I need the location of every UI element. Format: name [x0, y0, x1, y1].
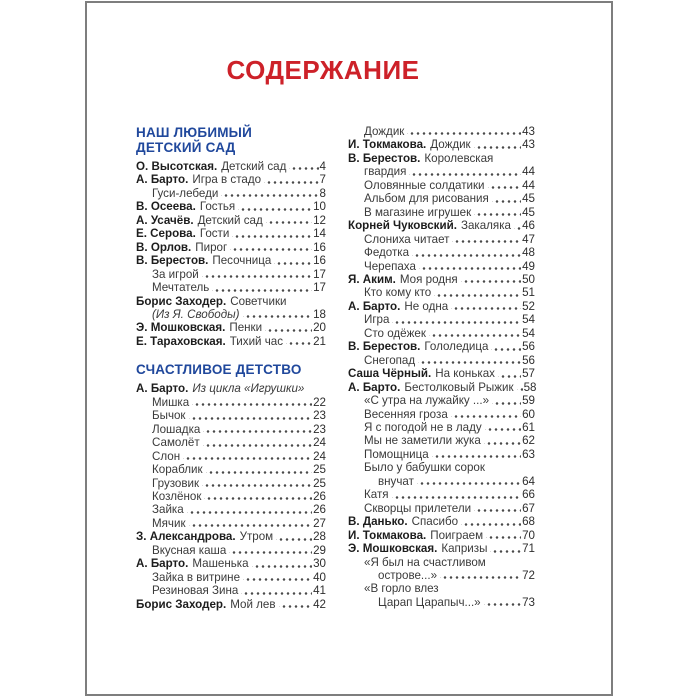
entry-author: З. Александрова.	[136, 530, 236, 544]
entry-title: Мечтатель	[152, 281, 210, 295]
dot-leader	[434, 286, 521, 299]
toc-entry	[348, 394, 535, 407]
entry-title: Снегопад	[364, 353, 416, 367]
dot-leader	[183, 450, 312, 463]
entry-page-number: 24	[313, 436, 326, 450]
dot-leader	[392, 488, 522, 501]
section-header-line: ДЕТСКИЙ САД	[136, 140, 236, 155]
entry-author: В. Осеева.	[136, 200, 196, 214]
entry-page-number: 4	[319, 160, 326, 173]
entry-author: А. Усачёв.	[136, 213, 194, 227]
entry-page-number: 27	[313, 516, 326, 530]
toc-entry	[136, 436, 326, 449]
entry-title: Козлёнок	[152, 489, 202, 503]
entry-title: Утром	[239, 530, 274, 544]
toc-entry	[348, 596, 535, 609]
toc-entry	[136, 598, 326, 611]
dot-leader	[461, 273, 521, 286]
entry-title: Дождик	[364, 125, 405, 138]
entry-page-number: 30	[313, 557, 326, 571]
dot-leader	[419, 260, 521, 273]
entry-page-number: 71	[522, 542, 535, 556]
dot-leader	[279, 598, 313, 611]
book-toc-page	[85, 1, 613, 696]
toc-entry	[136, 254, 326, 267]
entry-page-number: 56	[522, 353, 535, 367]
entry-author: А. Барто.	[136, 173, 189, 187]
entry-title: Зайка	[152, 503, 184, 517]
entry-title: Гололедица	[424, 340, 489, 354]
entry-page-number: 28	[313, 530, 326, 544]
entry-page-number: 66	[522, 488, 535, 502]
entry-page-number: 57	[522, 367, 535, 381]
toc-entry	[136, 227, 326, 240]
dot-leader	[206, 463, 313, 476]
entry-title: Игра	[364, 313, 390, 327]
entry-page-number: 12	[313, 213, 326, 227]
entry-title: Капризы	[441, 542, 488, 556]
toc-entry	[348, 246, 535, 259]
toc-entry	[136, 463, 326, 476]
dot-leader	[189, 517, 313, 530]
toc-entry	[136, 214, 326, 227]
entry-title: Резиновая Зина	[152, 584, 239, 598]
toc-columns	[136, 125, 611, 611]
dot-leader	[492, 394, 521, 407]
dot-leader	[274, 254, 312, 267]
entry-title: Грузовик	[152, 476, 200, 490]
entry-author: А. Барто.	[348, 299, 401, 313]
dot-leader	[243, 308, 313, 321]
dot-leader	[203, 423, 312, 436]
entry-author: Борис Заходер.	[136, 597, 227, 611]
dot-leader	[266, 214, 312, 227]
entry-author: Е. Тараховская.	[136, 334, 226, 348]
entry-page-number: 48	[522, 246, 535, 260]
toc-column-left	[136, 125, 326, 611]
entry-author: А. Барто.	[136, 382, 189, 396]
toc-section	[136, 125, 326, 348]
dot-leader	[286, 335, 312, 348]
toc-entry	[348, 367, 535, 380]
entry-page-number: 63	[522, 447, 535, 461]
entry-page-number: 16	[313, 254, 326, 268]
toc-entry	[348, 381, 535, 394]
toc-entry	[348, 125, 535, 138]
section-header-line: СЧАСТЛИВОЕ ДЕТСТВО	[136, 362, 302, 378]
toc-entry	[348, 556, 535, 569]
dot-leader	[451, 300, 521, 313]
toc-entry	[348, 488, 535, 501]
entry-title: Сто одёжек	[364, 326, 426, 340]
toc-entry	[136, 409, 326, 422]
entry-title: Машенька	[192, 557, 249, 571]
dot-leader	[417, 475, 521, 488]
entry-page-number: 8	[319, 186, 326, 200]
entry-title: Федотка	[364, 246, 410, 260]
toc-section	[136, 362, 326, 611]
dot-leader	[485, 421, 521, 434]
entry-title: Не одна	[404, 299, 449, 313]
entry-page-number: 29	[313, 543, 326, 557]
dot-leader	[252, 557, 313, 570]
toc-entry	[136, 295, 326, 308]
dot-leader	[265, 321, 312, 334]
entry-title: «С утра на лужайку ...»	[364, 394, 490, 408]
entry-title: Весенняя гроза	[364, 407, 448, 421]
toc-entry	[348, 286, 535, 299]
entry-page-number: 72	[522, 568, 535, 582]
dot-leader	[204, 490, 312, 503]
dot-leader	[432, 448, 521, 461]
toc-entry	[348, 434, 535, 447]
toc-section	[348, 125, 535, 609]
entry-page-number: 22	[313, 395, 326, 409]
entry-page-number: 59	[522, 394, 535, 408]
dot-leader	[212, 281, 312, 294]
entry-author: В. Орлов.	[136, 240, 192, 254]
toc-entry	[136, 544, 326, 557]
entry-title: Игра в стадо	[192, 173, 262, 187]
toc-entry	[348, 515, 535, 528]
entry-title: Помощница	[364, 447, 429, 461]
entry-page-number: 23	[313, 409, 326, 423]
section-header-line: НАШ ЛЮБИМЫЙ	[136, 125, 252, 140]
entry-title: Мишка	[152, 395, 190, 409]
entry-page-number: 25	[313, 463, 326, 477]
entry-author: Саша Чёрный.	[348, 367, 432, 381]
entry-title: Поиграем	[430, 528, 484, 542]
entry-page-number: 20	[313, 321, 326, 335]
entry-author: Э. Мошковская.	[136, 321, 226, 335]
entry-title: За игрой	[152, 267, 199, 281]
toc-entry	[348, 233, 535, 246]
entry-title: гвардия	[364, 165, 407, 179]
entry-title: Катя	[364, 488, 389, 502]
toc-entry	[136, 268, 326, 281]
entry-page-number: 44	[522, 178, 535, 192]
entry-title: Альбом для рисования	[364, 192, 489, 206]
entry-title: Мой лев	[230, 597, 276, 611]
dot-leader	[474, 206, 521, 219]
entry-title: внучат	[378, 474, 414, 488]
dot-leader	[243, 571, 312, 584]
toc-entry	[348, 502, 535, 515]
toc-column-right	[348, 125, 535, 609]
entry-author: Корней Чуковский.	[348, 219, 457, 233]
toc-entry	[136, 530, 326, 543]
dot-leader	[429, 327, 521, 340]
entry-title: Самолёт	[152, 436, 200, 450]
entry-title: Мячик	[152, 516, 186, 530]
dot-leader	[203, 436, 312, 449]
dot-leader	[229, 544, 312, 557]
entry-page-number: 54	[522, 313, 535, 327]
entry-page-number: 43	[522, 138, 535, 152]
toc-entry	[348, 313, 535, 326]
entry-author: Э. Мошковская.	[348, 542, 438, 556]
toc-entry	[136, 187, 326, 200]
dot-leader	[474, 138, 521, 151]
toc-entry	[348, 340, 535, 353]
entry-author: О. Высотская.	[136, 160, 218, 173]
dot-leader	[461, 515, 521, 528]
entry-page-number: 25	[313, 476, 326, 490]
dot-leader	[484, 434, 521, 447]
entry-title: Кто кому кто	[364, 286, 432, 300]
toc-entry	[136, 321, 326, 334]
dot-leader	[407, 125, 521, 138]
entry-title: Бестолковый Рыжик	[404, 380, 514, 394]
entry-title: Слон	[152, 449, 181, 463]
dot-leader	[409, 165, 521, 178]
dot-leader	[452, 233, 521, 246]
dot-leader	[230, 241, 312, 254]
toc-entry	[136, 571, 326, 584]
toc-entry	[348, 192, 535, 205]
toc-entry	[348, 300, 535, 313]
entry-title: Мы не заметили жука	[364, 434, 481, 448]
dot-leader	[187, 503, 312, 516]
toc-entry	[348, 408, 535, 421]
entry-page-number: 43	[522, 125, 535, 138]
toc-entry	[136, 200, 326, 213]
toc-entry	[348, 273, 535, 286]
toc-entry	[136, 382, 326, 395]
entry-page-number: 56	[522, 340, 535, 354]
entry-author: Е. Серова.	[136, 227, 196, 241]
entry-author: Борис Заходер.	[136, 294, 227, 308]
toc-entry	[348, 448, 535, 461]
entry-title: Королевская	[424, 151, 494, 165]
entry-page-number: 45	[522, 205, 535, 219]
dot-leader	[498, 367, 521, 380]
entry-page-number: 44	[522, 165, 535, 179]
entry-title: Лошадка	[152, 422, 201, 436]
entry-page-number: 26	[313, 503, 326, 517]
entry-title: Кораблик	[152, 463, 203, 477]
entry-title: «Я был на счастливом	[364, 555, 486, 569]
toc-entry	[136, 173, 326, 186]
entry-author: Я. Аким.	[348, 272, 396, 286]
entry-page-number: 40	[313, 570, 326, 584]
dot-leader	[221, 187, 318, 200]
dot-leader	[202, 477, 312, 490]
entry-page-number: 58	[523, 380, 537, 394]
entry-page-number: 50	[522, 272, 535, 286]
entry-page-number: 42	[313, 597, 326, 611]
entry-author: И. Токмакова.	[348, 138, 427, 152]
dot-leader	[289, 160, 318, 173]
toc-entry	[136, 396, 326, 409]
toc-entry	[348, 206, 535, 219]
entry-author: В. Данько.	[348, 515, 408, 529]
dot-leader	[484, 596, 521, 609]
toc-entry	[348, 165, 535, 178]
entry-title: Вкусная каша	[152, 543, 227, 557]
toc-entry	[348, 569, 535, 582]
entry-page-number: 46	[522, 219, 535, 233]
dot-leader	[440, 569, 521, 582]
dot-leader	[514, 219, 521, 232]
dot-leader	[392, 313, 521, 326]
entry-title: На коньках	[435, 367, 495, 381]
entry-title: Я с погодой не в ладу	[364, 420, 482, 434]
toc-entry	[348, 179, 535, 192]
entry-page-number: 61	[522, 420, 535, 434]
dot-leader	[492, 192, 521, 205]
entry-page-number: 14	[313, 227, 326, 241]
entry-title: Скворцы прилетели	[364, 501, 472, 515]
dot-leader	[418, 354, 521, 367]
entry-title: Царап Царапыч...»	[378, 595, 481, 609]
toc-entry	[348, 354, 535, 367]
page-title: СОДЕРЖАНИЕ	[226, 55, 420, 85]
toc-entry	[348, 529, 535, 542]
entry-author: В. Берестов.	[348, 151, 421, 165]
toc-entry	[136, 557, 326, 570]
entry-title: Закаляка	[460, 219, 511, 233]
entry-title: (Из Я. Свободы)	[152, 307, 240, 321]
dot-leader	[189, 409, 313, 422]
entry-page-number: 16	[313, 240, 326, 254]
dot-leader	[202, 268, 312, 281]
entry-title: Песочница	[212, 254, 272, 268]
entry-page-number: 49	[522, 259, 535, 273]
entry-page-number: 24	[313, 449, 326, 463]
entry-author: И. Токмакова.	[348, 528, 427, 542]
entry-page-number: 17	[313, 281, 326, 295]
toc-entry	[136, 241, 326, 254]
entry-page-number: 17	[313, 267, 326, 281]
entry-title: Гости	[199, 227, 230, 241]
entry-title: Гостья	[199, 200, 236, 214]
dot-leader	[276, 530, 312, 543]
entry-author: А. Барто.	[136, 557, 189, 571]
toc-entry	[348, 138, 535, 151]
dot-leader	[412, 246, 521, 259]
entry-title: Детский сад	[221, 160, 287, 173]
entry-author: А. Барто.	[348, 380, 401, 394]
entry-title: Было у бабушки сорок	[364, 461, 485, 475]
entry-page-number: 60	[522, 407, 535, 421]
toc-entry	[348, 260, 535, 273]
entry-page-number: 64	[522, 474, 535, 488]
toc-entry	[136, 308, 326, 321]
entry-page-number: 21	[313, 334, 326, 348]
entry-title: Из цикла «Игрушки»	[192, 382, 305, 396]
toc-entry	[348, 152, 535, 165]
dot-leader	[241, 584, 312, 597]
entry-title: Спасибо	[411, 515, 459, 529]
entry-title: В магазине игрушек	[364, 205, 472, 219]
toc-entry	[348, 219, 535, 232]
entry-title: Советчики	[230, 294, 287, 308]
entry-page-number: 45	[522, 192, 535, 206]
toc-entry	[348, 327, 535, 340]
entry-title: Гуси-лебеди	[152, 186, 219, 200]
entry-title: Бычок	[152, 409, 186, 423]
entry-page-number: 7	[319, 173, 326, 187]
toc-entry	[348, 421, 535, 434]
entry-title: Детский сад	[197, 213, 263, 227]
entry-page-number: 41	[313, 584, 326, 598]
entry-title: Моя родня	[399, 272, 458, 286]
toc-entry	[136, 450, 326, 463]
dot-leader	[192, 396, 312, 409]
entry-title: Зайка в витрине	[152, 570, 241, 584]
dot-leader	[451, 408, 521, 421]
entry-page-number: 67	[522, 501, 535, 515]
entry-title: Черепаха	[364, 259, 416, 273]
entry-title: Пенки	[229, 321, 263, 335]
section-header	[136, 362, 326, 377]
toc-entry	[136, 423, 326, 436]
entry-page-number: 52	[522, 299, 535, 313]
toc-entry	[348, 542, 535, 555]
entry-title: Слониха читает	[364, 232, 450, 246]
toc-entry	[136, 503, 326, 516]
toc-entry	[136, 281, 326, 294]
entry-page-number: 70	[522, 528, 535, 542]
toc-entry	[136, 490, 326, 503]
toc-entry	[136, 477, 326, 490]
entry-title: Оловянные солдатики	[364, 178, 485, 192]
dot-leader	[474, 502, 521, 515]
dot-leader	[491, 340, 521, 353]
entry-title: «В горло влез	[364, 582, 439, 596]
entry-author: В. Берестов.	[348, 340, 421, 354]
entry-page-number: 26	[313, 489, 326, 503]
dot-leader	[238, 200, 312, 213]
entry-title: острове...»	[378, 568, 438, 582]
entry-page-number: 73	[522, 595, 535, 609]
dot-leader	[490, 542, 521, 555]
section-header	[136, 125, 326, 155]
entry-page-number: 62	[522, 434, 535, 448]
toc-entry	[136, 160, 326, 173]
toc-entry	[348, 461, 535, 474]
dot-leader	[232, 227, 312, 240]
toc-entry	[348, 475, 535, 488]
dot-leader	[517, 381, 523, 394]
entry-page-number: 54	[522, 326, 535, 340]
entry-page-number: 47	[522, 232, 535, 246]
entry-page-number: 18	[313, 307, 326, 321]
entry-author: В. Берестов.	[136, 254, 209, 268]
toc-entry	[136, 584, 326, 597]
entry-page-number: 68	[522, 515, 535, 529]
toc-entry	[136, 517, 326, 530]
entry-page-number: 23	[313, 422, 326, 436]
entry-title: Дождик	[430, 138, 471, 152]
entry-page-number: 10	[313, 200, 326, 214]
entry-title: Тихий час	[229, 334, 284, 348]
entry-title: Пирог	[195, 240, 228, 254]
entry-page-number: 51	[522, 286, 535, 300]
toc-entry	[136, 335, 326, 348]
dot-leader	[488, 179, 522, 192]
dot-leader	[264, 173, 318, 186]
toc-entry	[348, 582, 535, 595]
dot-leader	[486, 529, 521, 542]
